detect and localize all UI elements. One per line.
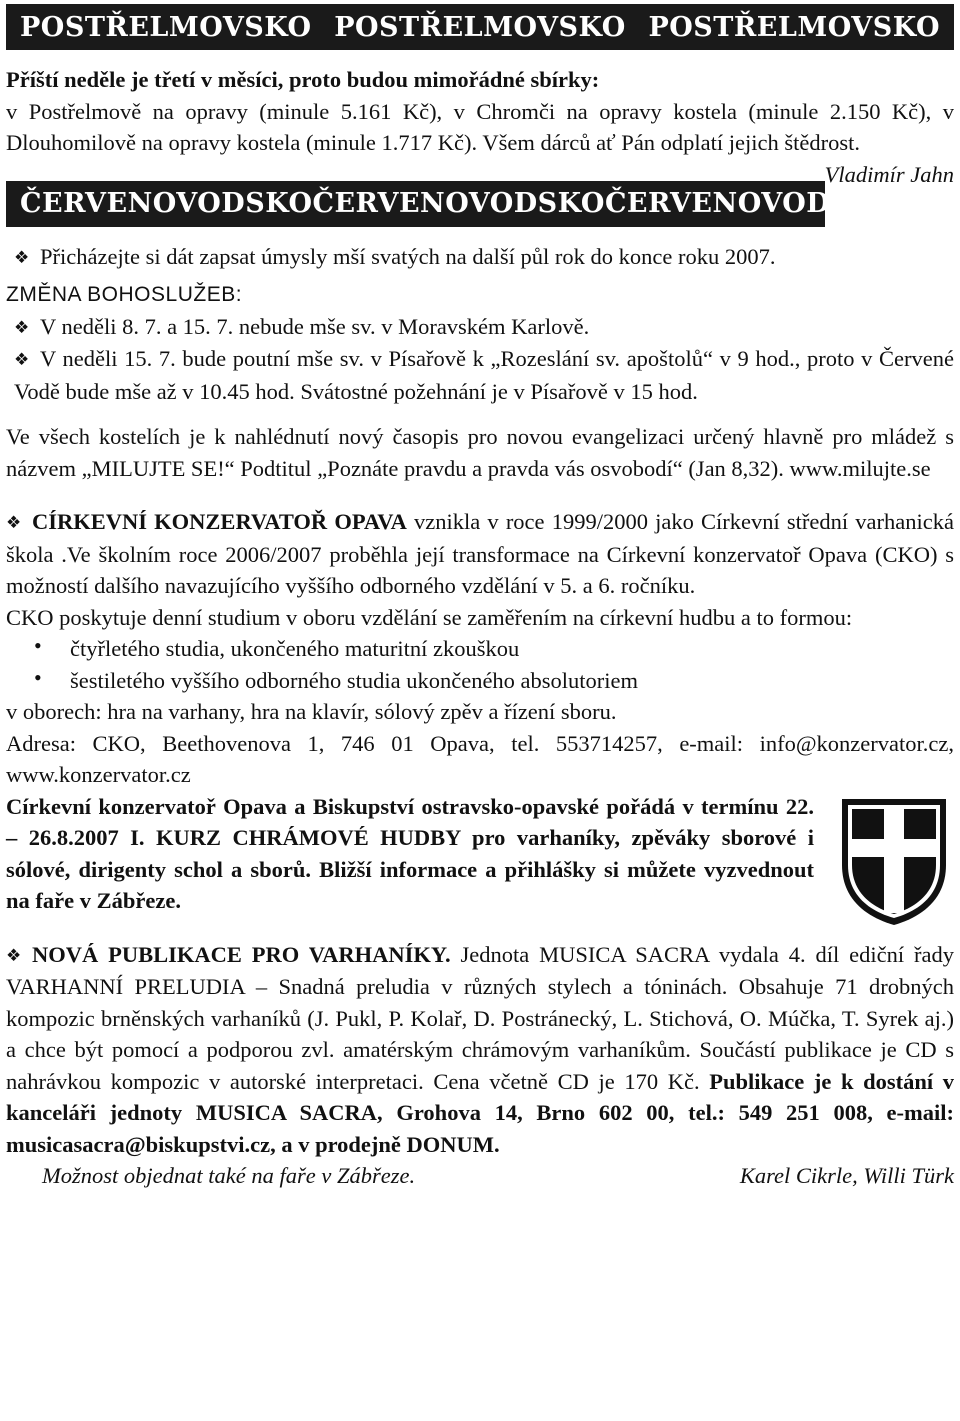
list-item — [6, 633, 954, 665]
publikace-title: NOVÁ PUBLIKACE PRO VARHANÍKY. — [32, 941, 451, 967]
kurz-text: Církevní konzervatoř Opava a Biskupství ostravsko-opavské pořádá v termínu 22. – 26.8.2007 I. KURZ CHRÁMOVÉ HUDBY pro varhaníky, zpěváky sborové i sólové, dirigenty schol a sborů. Bližší informace a přihlášky si můžete vyzvednout na faře v Zábřeze. — [6, 793, 814, 913]
banner-word: POSTŘELMOVSKO — [648, 11, 940, 43]
banner-word: ČERVENOVODSKO — [604, 188, 898, 219]
section-banner-postrelmovsko — [6, 4, 954, 50]
diamond-bullet-icon: ❖ — [6, 513, 22, 532]
bullet-text: šestiletého vyššího odborného studia ukončeného absolutoriem — [70, 667, 639, 693]
shield-cross-icon — [838, 795, 950, 927]
list-item — [14, 343, 954, 407]
cko-paragraph — [6, 506, 954, 602]
diamond-bullet-icon: ❖ — [14, 317, 30, 337]
banner-word: POSTŘELMOVSKO — [334, 11, 626, 43]
bullet-dot-icon: • — [34, 664, 42, 690]
cko-studium: CKO poskytuje denní studium v oboru vzdělání se zaměřením na církevní hudbu a to formou: — [6, 604, 853, 630]
bullet-text: čtyřletého studia, ukončeného maturitní zkouškou — [70, 636, 520, 661]
order-note: Možnost objednat také na faře v Zábřeze. — [42, 1163, 416, 1188]
cko-adresa: Adresa: CKO, Beethovenova 1, 746 01 Opava, tel. 553714257, e-mail: info@konzervator.cz, www.konzervator.cz — [6, 730, 954, 787]
banner-word: POSTŘELMOVSKO — [20, 11, 312, 43]
publikace-paragraph — [6, 939, 954, 1161]
casopis-paragraph: Ve všech kostelích je k nahlédnutí nový časopis pro novou evangelizaci určený hlavně pro mládež s názvem „MILUJTE SE!“ Podtitul „Poznáte pravdu a pravda vás osvobodí“ (Jan 8,32). www.milujte.se — [6, 424, 954, 481]
sbirky-lead: Příští neděle je třetí v měsíci, proto budou mimořádné sbírky: — [6, 67, 600, 92]
footer-line — [6, 1160, 954, 1192]
sbirky-body: v Postřelmově na opravy (minule 5.161 Kč), v Chromči na opravy kostela (minule 2.150 Kč), v Dlouhomilově na opravy kostela (minule 1.717 Kč). Všem dárců ať Pán odplatí jejich štědrost. — [6, 98, 954, 155]
list-item — [14, 311, 954, 344]
kurz-block — [6, 791, 954, 917]
list-item — [6, 665, 954, 697]
authors-signature: Karel Cikrle, Willi Türk — [739, 1163, 954, 1188]
sbirky-paragraph — [6, 96, 954, 187]
section-banner-cervenovodsko — [6, 181, 898, 227]
diamond-bullet-icon: ❖ — [6, 945, 22, 965]
publikace-body: Jednota MUSICA SACRA vydala 4. díl ediční řady VARHANNÍ PRELUDIA – Snadná preludia v různých stylech a tóninách. Obsahuje 71 drobných kompozic brněnských varhaníků (J. Pukl, P. Kolař, D. Postránecký, L. Stichová, O. Múčka, T. Syrek aj.) a chce být pomocí a podporou zvl. amatérským chrámovým varhaníkům. Součástí publikace je CD s nahrávkou kompozic v autorské interpretaci. Cena včetně CD je 170 Kč. — [6, 941, 954, 1094]
diamond-bullet-icon: ❖ — [14, 350, 30, 369]
banner-word: ČERVENOVODSKO — [312, 188, 605, 219]
diamond-bullet-icon: ❖ — [14, 247, 30, 267]
list-item-text: Přicházejte si dát zapsat úmysly mší svatých na další půl rok do konce roku 2007. — [40, 243, 776, 269]
publikace-contact: Publikace je k dostání v kanceláři jednoty MUSICA SACRA, Grohova 14, Brno 602 00, tel.: 549 251 008, e-mail: musicasacra@biskupstvi.cz, a v prodejně DONUM. — [6, 1068, 954, 1157]
list-item-text: V neděli 8. 7. a 15. 7. nebude mše sv. v Moravském Karlově. — [40, 313, 590, 339]
banner-word: ČERVENOVODSKO — [20, 188, 313, 219]
list-item — [14, 241, 954, 274]
cko-title: CÍRKEVNÍ KONZERVATOŘ OPAVA — [32, 509, 407, 534]
zmena-heading: ZMĚNA BOHOSLUŽEB: — [6, 283, 243, 306]
bulletin-page — [6, 4, 954, 1192]
cko-intro: vznikla v roce 1999/2000 jako Církevní střední varhanická škola .Ve školním roce 2006/2007 proběhla její transformace na Církevní konzervatoř Opava (CKO) s možností dalšího navazujícího vyššího odborného vzdělání v 5. a 6. ročníku. — [6, 509, 954, 598]
list-item-text: V neděli 15. 7. bude poutní mše sv. v Písařově k „Rozeslání sv. apoštolů“ v 9 hod., proto v Červené Vodě bude mše až v 10.45 hod. Svátostné požehnání je v Písařově v 15 hod. — [14, 346, 954, 404]
cko-obory: v oborech: hra na varhany, hra na klavír, sólový zpěv a řízení sboru. — [6, 699, 617, 724]
bullet-dot-icon: • — [34, 633, 42, 658]
signature-jahn: Vladimír Jahn — [824, 161, 954, 187]
